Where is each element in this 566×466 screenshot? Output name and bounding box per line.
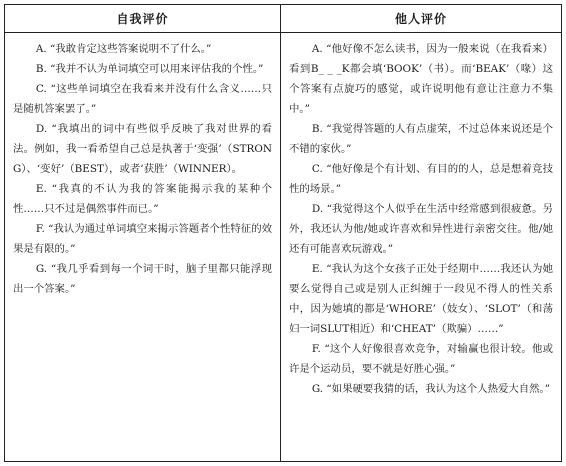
other-evaluation-column [281,33,561,461]
header-other-evaluation: 他人评价 [281,5,561,33]
other-entry-a: A. “他好像不怎么读书，因为一般来说（在我看来）看到B_ _ _K都会填‘BOOK’（书）。而‘BEAK’（喙）这个答案有点旋巧的感觉，或许说明他有意让注意力不集中。” [289,43,553,115]
self-evaluation-column [5,33,281,461]
other-entry-b: B. “我觉得答题的人有点虚荣，不过总体来说还是个不错的家伙。” [289,123,553,155]
self-entry-b: B. “我并不认为单词填空可以用来评估我的个性。” [35,63,264,75]
header-self-evaluation: 自我评价 [5,5,281,33]
self-entry-f: F. “我认为通过单词填空来揭示答题者个性特征的效果是有限的。” [13,223,272,255]
other-entry-e: E. “我认为这个女孩子正处于经期中……我还认为她要么觉得自己或是别人正纠缠于一段见不得人的性关系中，因为她填的都是‘WHORE’（妓女）、‘SLOT’（和荡妇一词SLUT相近）和‘CHEAT’（欺骗）……” [289,263,553,335]
self-entry-e: E. “我真的不认为我的答案能揭示我的某种个性……只不过是偶然事件而已。” [13,183,272,215]
self-entry-a: A. “我敢肯定这些答案说明不了什么。” [35,43,212,55]
self-entry-g: G. “我几乎看到每一个词干时，脑子里都只能浮现出一个答案。” [13,263,272,295]
other-entry-d: D. “我觉得这个人似乎在生活中经常感到很疲惫。另外，我还认为他/她或许喜欢和异性进行亲密交往。他/她还有可能喜欢玩游戏。” [289,203,553,255]
self-entry-c: C. “这些单词填空在我看来并没有什么含义……只是随机答案罢了。” [13,83,272,115]
other-entry-c: C. “他好像是个有计划、有目的的人，总是想着竞技性的场景。” [289,163,553,195]
comparison-table [4,4,562,462]
other-entry-f: F. “这个人好像很喜欢竞争，对输赢也很计较。他或许是个运动员，要不就是好胜心强。” [289,343,553,375]
self-entry-d: D. “我填出的词中有些似乎反映了我对世界的看法。例如，我一看希望自己总是执著于‘变强’（STRONG）、‘变好’（BEST），或者‘获胜’（WINNER）。 [13,123,272,175]
other-entry-g: G. “如果硬要我猜的话，我认为这个人热爱大自然。” [311,383,551,395]
